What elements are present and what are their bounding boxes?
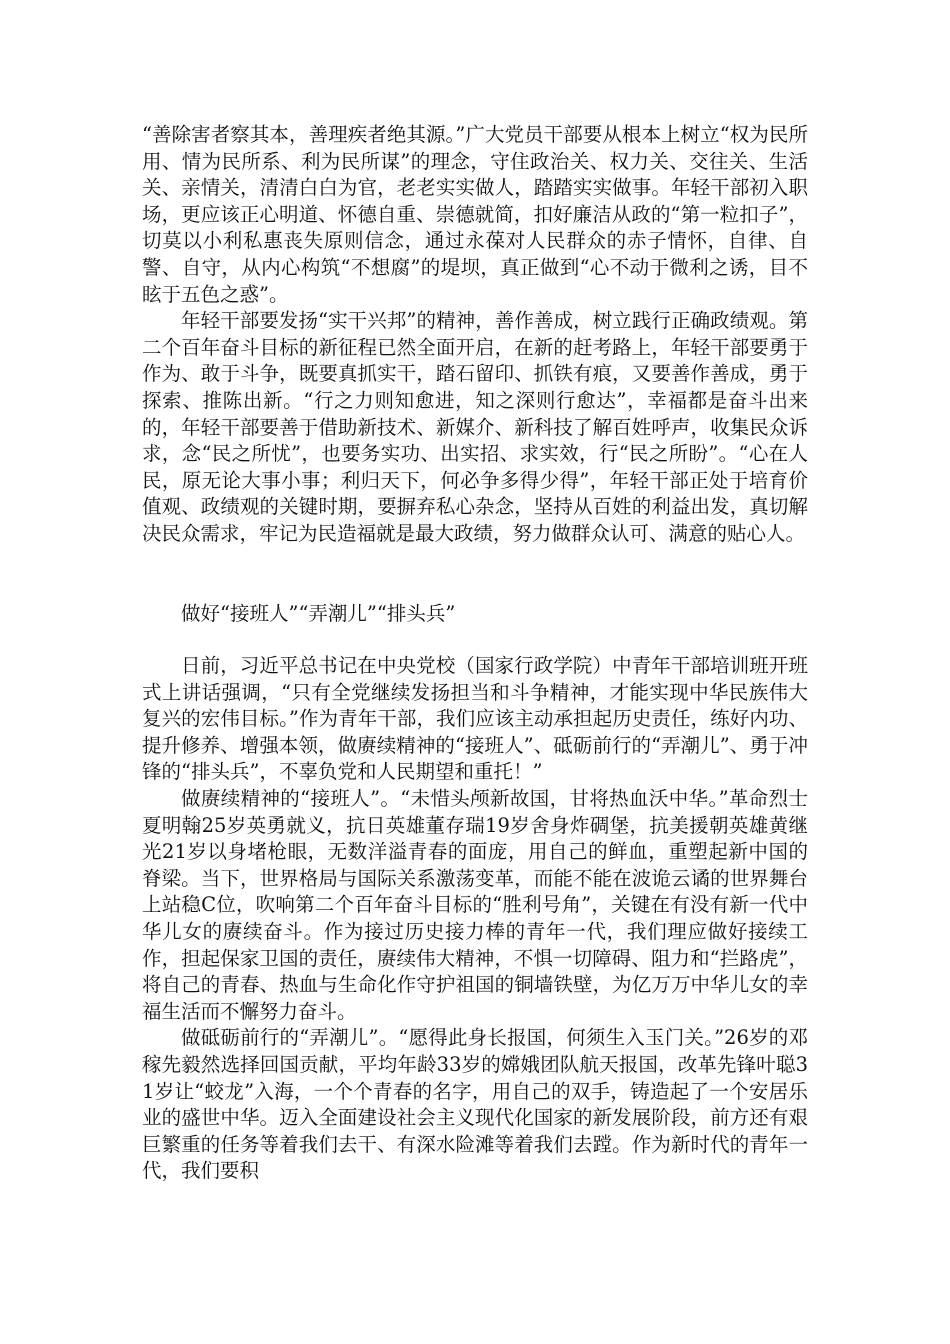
- paragraph-intro: 日前，习近平总书记在中央党校（国家行政学院）中青年干部培训班开班式上讲话强调，“只有全党继续发扬担当和斗争精神，才能实现中华民族伟大复兴的宏伟目标。”作为青年干部，我们应该主动承担起历史责任，练好内功、提升修养、增强本领，做赓续精神的“接班人”、砥砺前行的“弄潮儿”、勇于冲锋的“排头兵”，不辜负党和人民期望和重托！”: [142, 654, 808, 784]
- paragraph-hard-work: 年轻干部要发扬“实干兴邦”的精神，善作善成，树立践行正确政绩观。第二个百年奋斗目标的新征程已然全面开启，在新的赶考路上，年轻干部要勇于作为、敢于斗争，既要真抓实干，踏石留印、抓铁有痕，又要善作善成，勇于探索、推陈出新。“行之力则知愈进，知之深则行愈达”，幸福都是奋斗出来的，年轻干部要善于借助新技术、新媒介、新科技了解百姓呼声，收集民众诉求，念“民之所忧”，也要务实功、出实招、求实效，行“民之所盼”。“心在人民，原无论大事小事；利归天下，何必争多得少得”，年轻干部正处于培育价值观、政绩观的关键时期，要摒弃私心杂念，坚持从百姓的利益出发，真切解决民众需求，牢记为民造福就是最大政绩，努力做群众认可、满意的贴心人。: [142, 309, 808, 545]
- paragraph-root-causes: “善除害者察其本，善理疾者绝其源。”广大党员干部要从根本上树立“权为民所用、情为民所系、利为民所谋”的理念，守住政治关、权力关、交往关、生活关、亲情关，清清白白为官，老老实实做人，踏踏实实做事。年轻干部初入职场，更应该正心明道、怀德自重、崇德就简，扣好廉洁从政的“第一粒扣子”，切莫以小利私惠丧失原则信念，通过永葆对人民群众的赤子情怀，自律、自警、自守，从内心构筑“不想腐”的堤坝，真正做到“心不动于微利之诱，目不眩于五色之惑”。: [142, 123, 808, 306]
- document-body: [142, 122, 808, 1185]
- section-title: 做好“接班人”“弄潮儿”“排头兵”: [181, 601, 456, 625]
- paragraph-successor: 做赓续精神的“接班人”。“未惜头颅新故国，甘将热血沃中华。”革命烈士夏明翰25岁英勇就义，抗日英雄董存瑞19岁舍身炸碉堡，抗美援朝英雄黄继光21岁以身堵枪眼，无数洋溢青春的面庞，用自己的鲜血，重塑起新中国的脊梁。当下，世界格局与国际关系激荡变革，而能不能在波诡云谲的世界舞台上站稳C位，吹响第二个百年奋斗目标的“胜利号角”，关键在有没有新一代中华儿女的赓续奋斗。作为接过历史接力棒的青年一代，我们理应做好接续工作，担起保家卫国的责任，赓续伟大精神，不惧一切障碍、阻力和“拦路虎”，将自己的青春、热血与生命化作守护祖国的铜墙铁壁，为亿万万中华儿女的幸福生活而不懈努力奋斗。: [142, 787, 808, 1023]
- paragraph-trendsetter: 做砥砺前行的“弄潮儿”。“愿得此身长报国，何须生入玉门关。”26岁的邓稼先毅然选择回国贡献，平均年龄33岁的嫦娥团队航天报国，改革先锋叶聪31岁让“蛟龙”入海，一个个青春的名字，用自己的双手，铸造起了一个安居乐业的盛世中华。迈入全面建设社会主义现代化国家的新发展阶段，前方还有艰巨繁重的任务等着我们去干、有深水险滩等着我们去蹚。作为新时代的青年一代，我们要积: [142, 1026, 808, 1183]
